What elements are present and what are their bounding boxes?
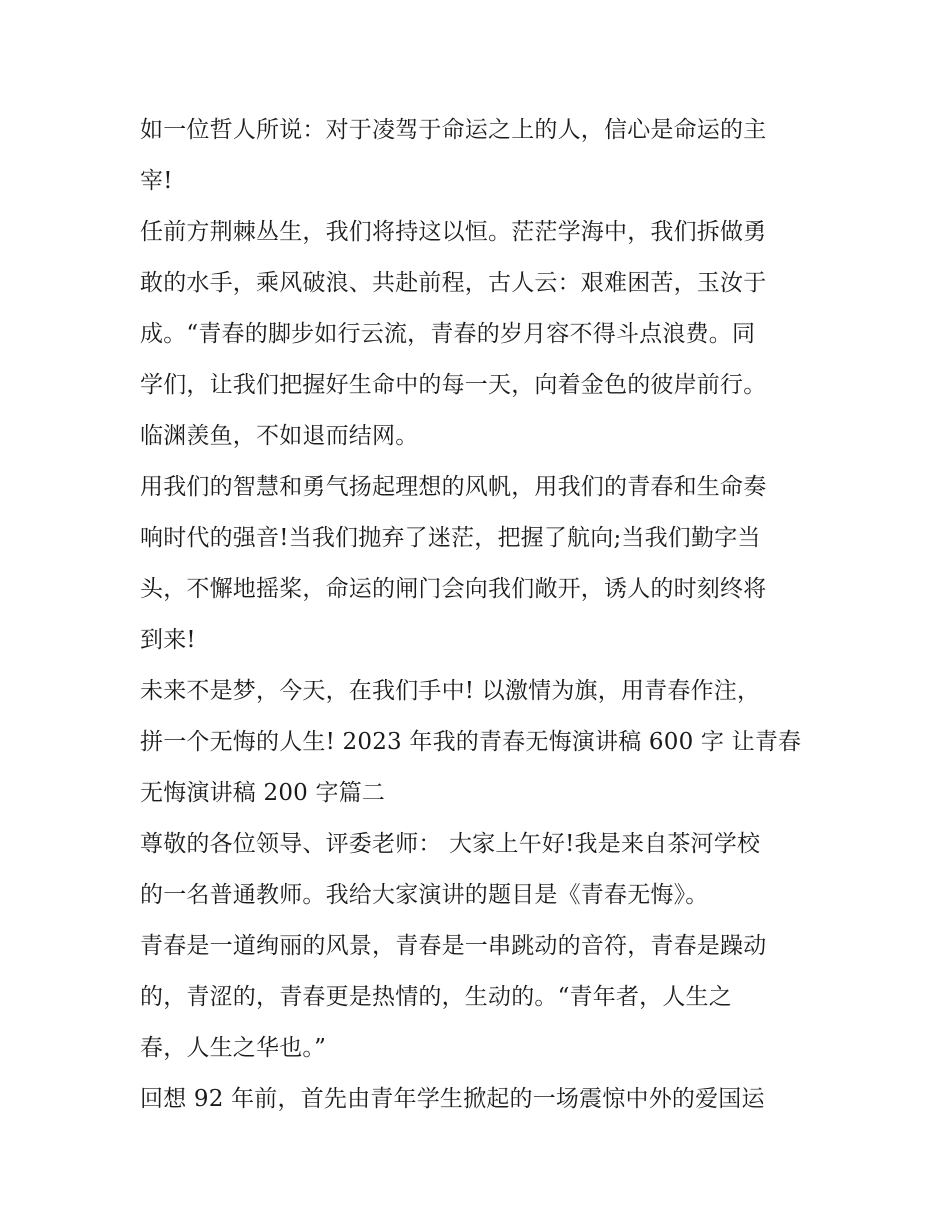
text-line: 无悔演讲稿 200 字篇二 (140, 780, 386, 806)
text-line: 未来不是梦，今天，在我们手中! 以激情为旗，用青春作注， (140, 678, 761, 704)
text-line: 任前方荆棘丛生，我们将持这以恒。茫茫学海中，我们拆做勇 (140, 219, 767, 245)
text-line: 青春是一道绚丽的风景，青春是一串跳动的音符，青春是躁动 (140, 933, 767, 959)
text-line: 响时代的强音!当我们抛弃了迷茫，把握了航向;当我们勤字当 (140, 525, 761, 551)
text-line: 临渊羡鱼，不如退而结网。 (140, 423, 419, 449)
text-line: 头，不懈地摇桨，命运的闸门会向我们敞开，诱人的时刻终将 (140, 576, 767, 602)
text-line: 春，人生之华也。” (140, 1035, 327, 1061)
text-line: 敢的水手，乘风破浪、共赴前程，古人云：艰难困苦，玉汝于 (140, 270, 767, 296)
text-line: 回想 92 年前，首先由青年学生掀起的一场震惊中外的爱国运 (140, 1086, 765, 1112)
text-line: 的一名普通教师。我给大家演讲的题目是《青春无悔》。 (140, 882, 709, 908)
text-line: 拼一个无悔的人生! 2023 年我的青春无悔演讲稿 600 字 让青春 (140, 729, 802, 755)
text-line: 成。“青春的脚步如行云流，青春的岁月容不得斗点浪费。同 (140, 321, 756, 347)
text-line: 用我们的智慧和勇气扬起理想的风帆，用我们的青春和生命奏 (140, 474, 767, 500)
text-line: 如一位哲人所说：对于凌驾于命运之上的人，信心是命运的主 (140, 117, 767, 143)
text-line: 尊敬的各位领导、评委老师： 大家上午好!我是来自茶河学校 (140, 831, 761, 857)
text-line: 到来! (140, 627, 196, 653)
document-body (140, 105, 820, 1125)
text-line: 宰! (140, 168, 173, 194)
text-line: 的，青涩的，青春更是热情的，生动的。“青年者，人生之 (140, 984, 732, 1010)
text-line: 学们，让我们把握好生命中的每一天，向着金色的彼岸前行。 (140, 372, 767, 398)
